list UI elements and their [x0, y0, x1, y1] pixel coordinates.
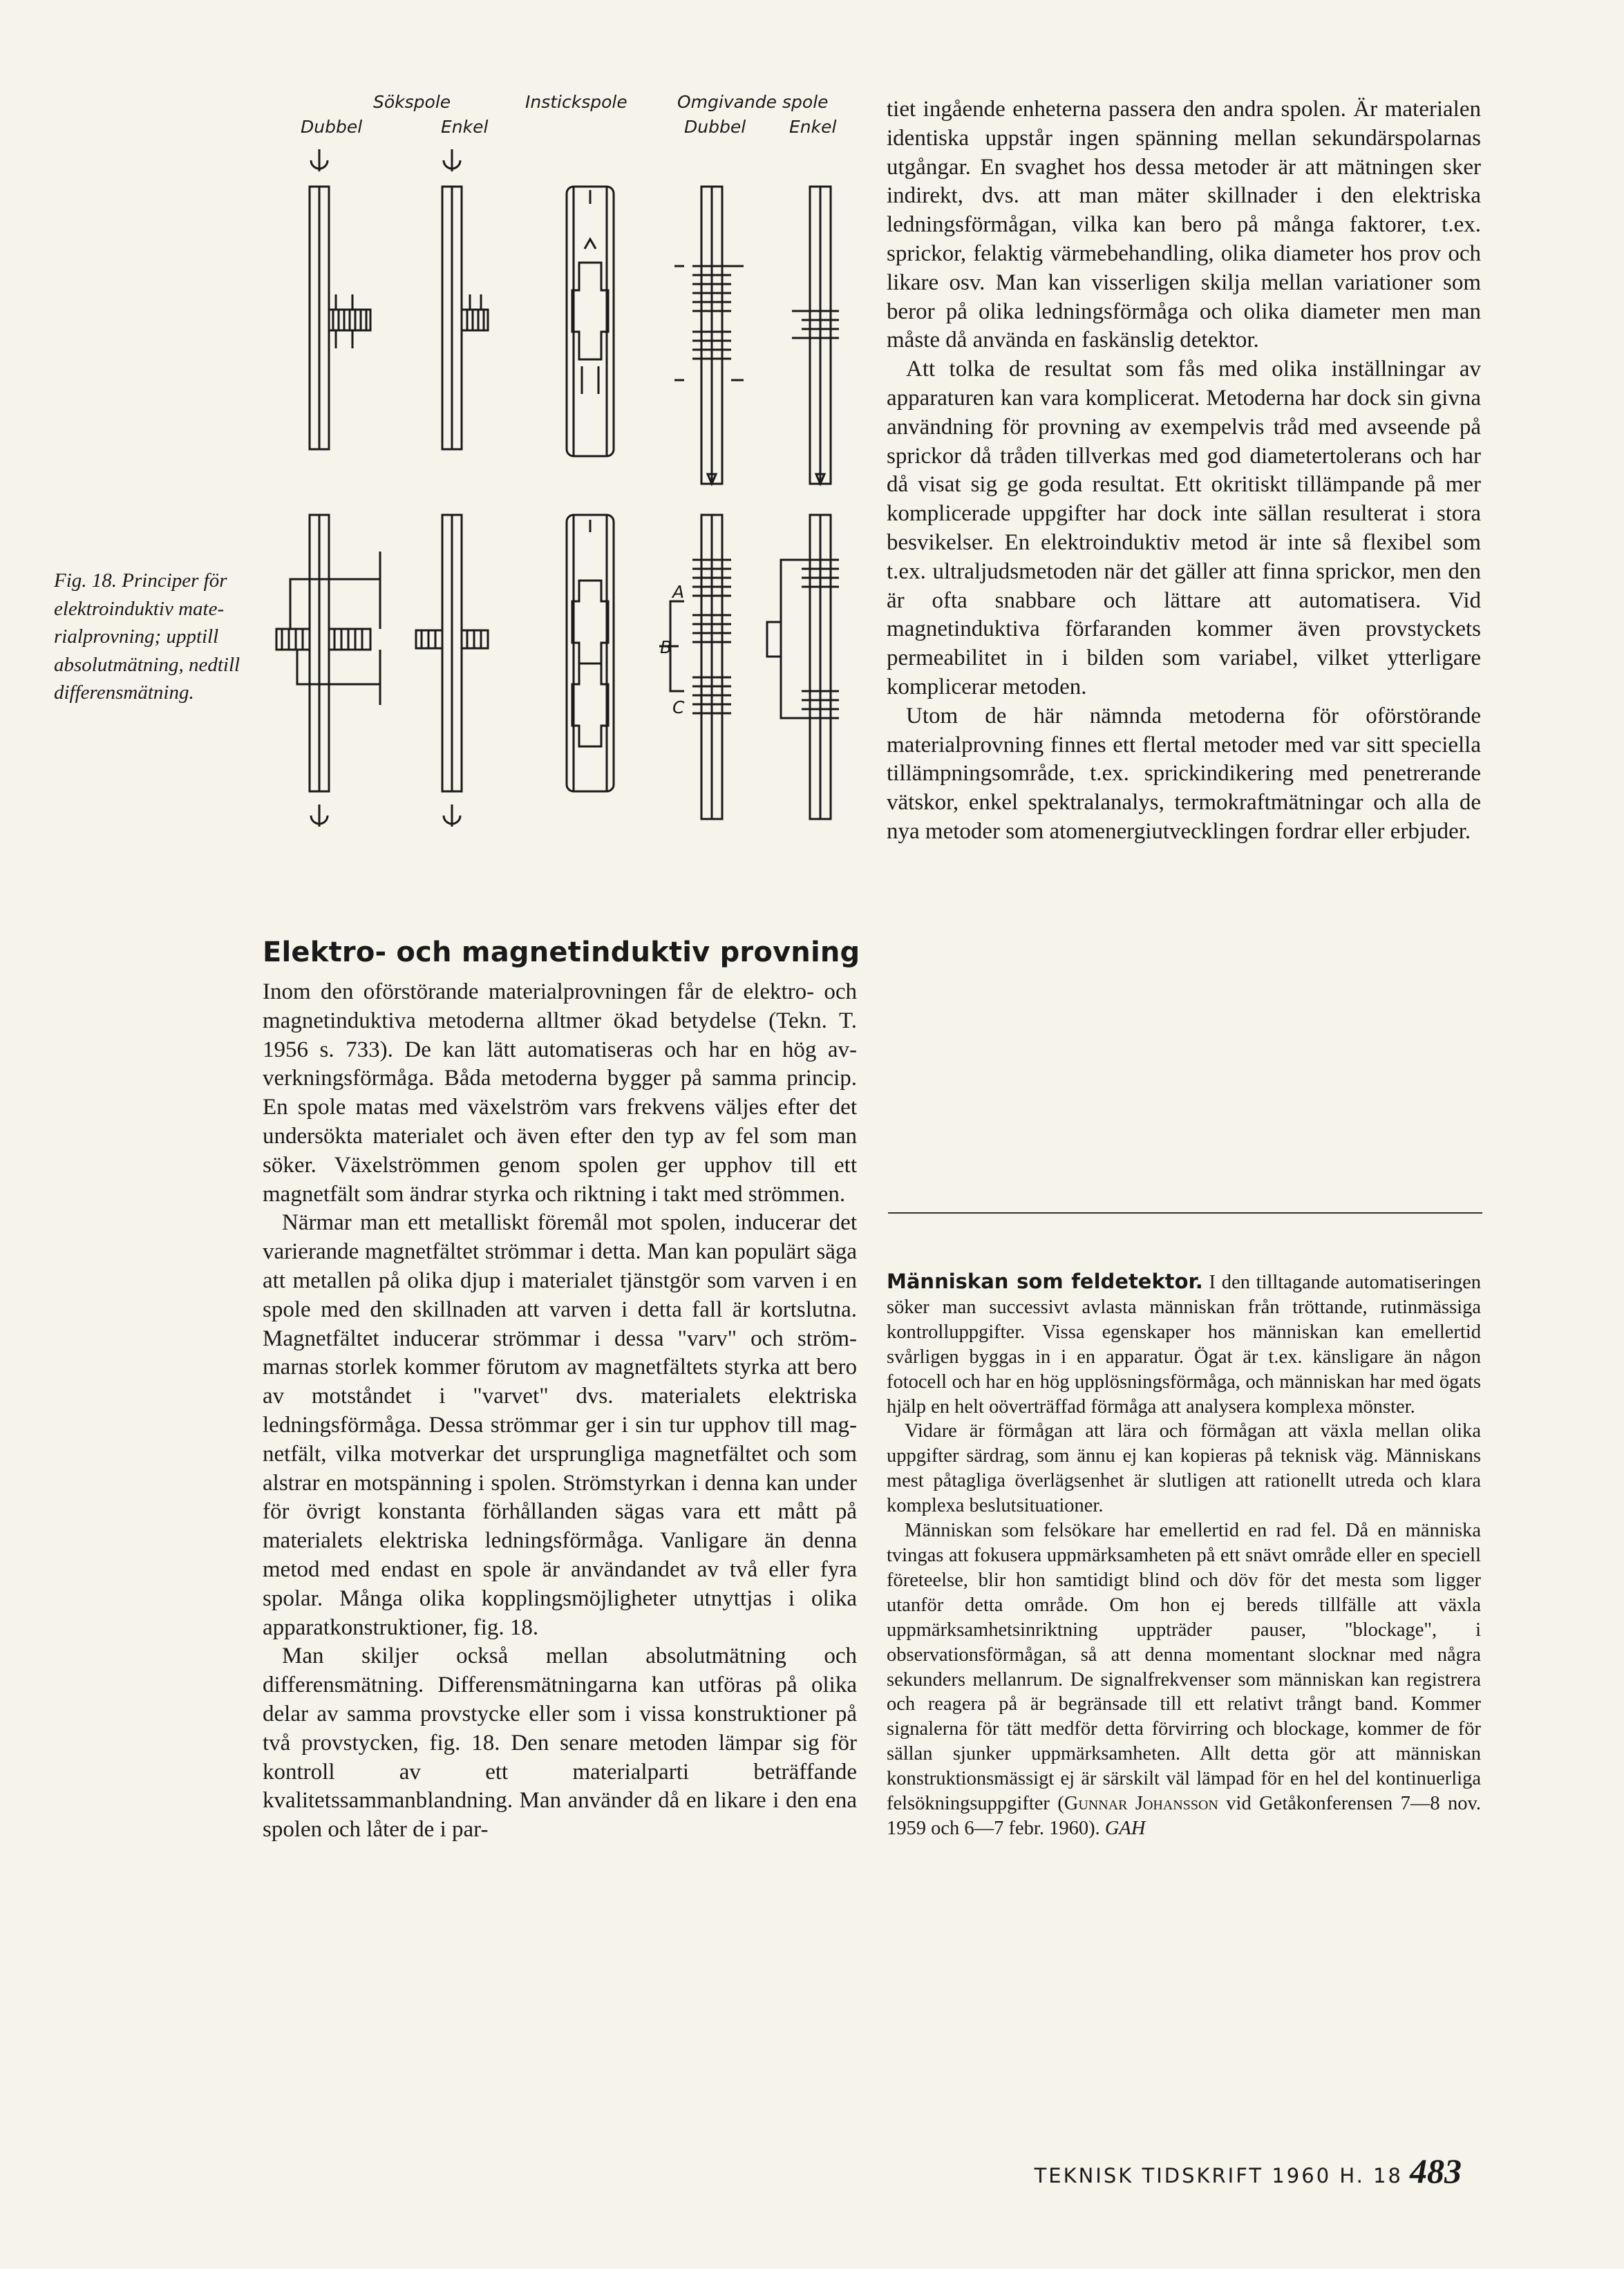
paragraph: Att tolka de resultat som fås med olika inställningar av apparaturen kan vara komplicerat. Metoderna har dock sin givna användning för provning av exempelvis tråd med avseende på sprickor då tråden tillverkas med god diametertolerans och har då visat sig ge goda resultat. Ett okritiskt tillämpande på mer komplicerade uppgifter har dock inte sällan resulterat i stora besvikelser. En elektroinduktiv metod är inte så flexibel som t.ex. ultraljudsmetoden när det gäller att finna sprickor, men den är ofta snabbare och lättare att automatisera. Vid magnetinduktiva förfaranden kommer även provstyckets permeabilitet in i bilden som variabel, vilket ytterligare komplicerar metoden.	[887, 357, 1481, 699]
signature: GAH	[1104, 1817, 1146, 1839]
paragraph: Man skiljer också mellan absolutmätning och differensmätning. Differensmätningarna kan utföras på olika delar av samma provstycke eller som i vissa konstruktioner på två provstycken, fig. 18. Den senare metoden lämpar sig för kontroll av ett materialparti beträffande kvalitetssammanblandning. Man använder då en likare i den ena spolen och låter de i par-	[263, 1644, 857, 1843]
sidebar-heading: Människan som feldetektor.	[887, 1270, 1203, 1293]
probe-double-bottom	[276, 515, 380, 827]
label-b: B	[660, 637, 672, 657]
sidebar-text: vid Getåkonferensen 7—8 nov. 1959 och 6—7 febr. 1960).	[887, 1793, 1481, 1839]
label-enkel-right: Enkel	[789, 117, 837, 137]
paragraph: tiet ingående enheterna passera den andra spolen. Är materialen identiska uppstår ingen spänning mellan sekundärspolarnas utgångar. En svaghet hos dessa metoder är att mätningen sker indirekt, dvs. att man mäter skillnader i den elektriska ledningsförmågan, vilka kan bero på många faktorer, t.ex. sprickor, felaktig värmebehandling, olika diameter hos prov och likare osv. Man kan visserligen skilja mellan variationer som beror på olika ledningsförmåga och olika diameter men man måste då använda en faskänslig detektor.	[887, 97, 1481, 353]
insert-coil-top	[567, 187, 614, 456]
encircling-single-bottom	[767, 515, 839, 819]
article-heading: Elektro- och magnetinduktiv provning	[263, 936, 860, 968]
label-omgivande: Omgivande spole	[677, 92, 829, 112]
sidebar-paragraph: Vidare är förmågan att lära och förmågan att växla mellan olika uppgifter särdrag, som ännu ej kan kopieras på teknisk väg. Människans mest påtagliga överlägsenhet är slutligen att rationellt utreda och klara komplexa beslutsituationer.	[887, 1420, 1481, 1517]
probe-single-top	[442, 149, 488, 449]
encircling-single-top	[792, 187, 839, 484]
sidebar-text: Människan som felsökare har emellertid en rad fel. Då en människa tvingas att fokusera uppmärksamheten på ett snävt område eller en speciell företeelse, blir hon samtidigt blind och döv för det mesta som ligger utanför detta område. Om hon ej bereds tillfälle att växla uppmärksamhetsinriktning uppträder pauser, "blockage", i observationsförmågan, så att denna momentant slocknar med några sekunders mellanrum. De signalfrekvenser som människan kan registrera och reagera på är begränsade till ett relativt trångt band. Kommer signalerna för tätt medför detta förvirring och blockage, kommer de för sällan sjunker uppmärksamheten. Allt detta gör att människan konstruktionsmässigt ej är särskilt väl lämpad för en hel del kontinuerliga felsökningsuppgifter (	[887, 1520, 1481, 1815]
section-divider	[888, 1212, 1482, 1214]
label-dubbel-left: Dubbel	[301, 117, 363, 137]
sidebar-body	[887, 1270, 1481, 1841]
journal-name: TEKNISK TIDSKRIFT 1960 H. 18	[1034, 2164, 1403, 2187]
coil-diagram	[270, 83, 871, 850]
sidebar-paragraph	[887, 1270, 1481, 1419]
sidebar-paragraph	[887, 1518, 1481, 1841]
paragraph: Utom de här nämnda metoderna för oförstörande materialprovning finnes ett flertal metoder med var sitt speciella tillämpningsområde, t.ex. sprickindikering med penetrerande vätskor, enkel spektralanalys, termokraftmätningar och alla de nya metoder som atomenergiutvecklingen fordrar eller erbjuder.	[887, 703, 1481, 844]
label-a: A	[672, 582, 685, 602]
sidebar-section	[887, 1270, 1481, 1841]
encircling-double-top	[674, 187, 744, 484]
label-sokspole: Sökspole	[373, 92, 451, 112]
label-c: C	[672, 697, 685, 717]
sidebar-lead-text: I den tilltagande automatiseringen söker man successivt avlasta människan från tröttande, rutinmässiga kontrolluppgifter. Vissa egenskaper hos människan kan emellertid svårligen byggas in i en apparatur. Ögat är t.ex. känsligare än någon fotocell och har en hög upplösningsförmåga, och människan har med ögats hjälp en helt oöverträffad förmåga att analysera komplexa mönster.	[887, 1272, 1481, 1418]
author-name: Gunnar Johansson	[1064, 1793, 1218, 1815]
article-right-column	[887, 95, 1481, 847]
article-body-left	[263, 978, 857, 1845]
figure-18	[270, 83, 871, 850]
label-instickspole: Instickspole	[525, 92, 627, 112]
page-number: 483	[1410, 2152, 1462, 2190]
label-enkel-left: Enkel	[441, 117, 489, 137]
article-left-column	[263, 936, 860, 1845]
paragraph: Närmar man ett metalliskt föremål mot spolen, inducerar det varierande magnetfältet strömmar i detta. Man kan populärt säga att metallen på olika djup i materialet tjänstgör som varven i en spole med den skillnaden att varven i detta fall är kortslutna. Magnetfältet inducerar strömmar i dessa "varv" och strömmarnas storlek kommer förutom av magnetfältets styrka att bero av motståndet i "varvet" dvs. materialets elektriska ledningsförmåga. Dessa strömmar ger i sin tur upphov till magnetfält, vilka motverkar det ursprungliga magnetfältet och som alstrar en motspänning i spolen. Strömstyrkan i denna kan under för övrigt konstanta förhållanden sägas vara ett mått på materialets elektriska ledningsförmåga. Vanligare än denna metod med endast en spole är användandet av två eller fyra spolar. Många olika kopplingsmöjligheter utnyttjas i olika apparatkonstruktioner, fig. 18.	[263, 1210, 857, 1640]
figure-caption: Fig. 18. Principer för elektroinduktiv materialprovning; upptill absolutmätning, nedtill differensmätning.	[54, 569, 240, 704]
encircling-double-bottom	[659, 515, 731, 819]
probe-double-top	[310, 149, 370, 449]
page-footer	[1035, 2151, 1462, 2191]
probe-single-bottom	[416, 515, 488, 827]
paragraph: Inom den oförstörande materialprovningen får de elektro- och magnetinduktiva metoderna alltmer ökad betydelse (Tekn. T. 1956 s. 733). De kan lätt automatiseras och har en hög avverkningsförmåga. Båda metoderna bygger på samma princip. En spole matas med växelström vars frekvens väljes efter det undersökta materialet och även efter den typ av fel som man söker. Växelströmmen genom spolen ger upphov till ett magnetfält som ändrar styrka och riktning i takt med strömmen.	[263, 979, 857, 1207]
insert-coil-bottom	[567, 515, 614, 791]
article-body-right	[887, 95, 1481, 847]
label-dubbel-right: Dubbel	[684, 117, 746, 137]
